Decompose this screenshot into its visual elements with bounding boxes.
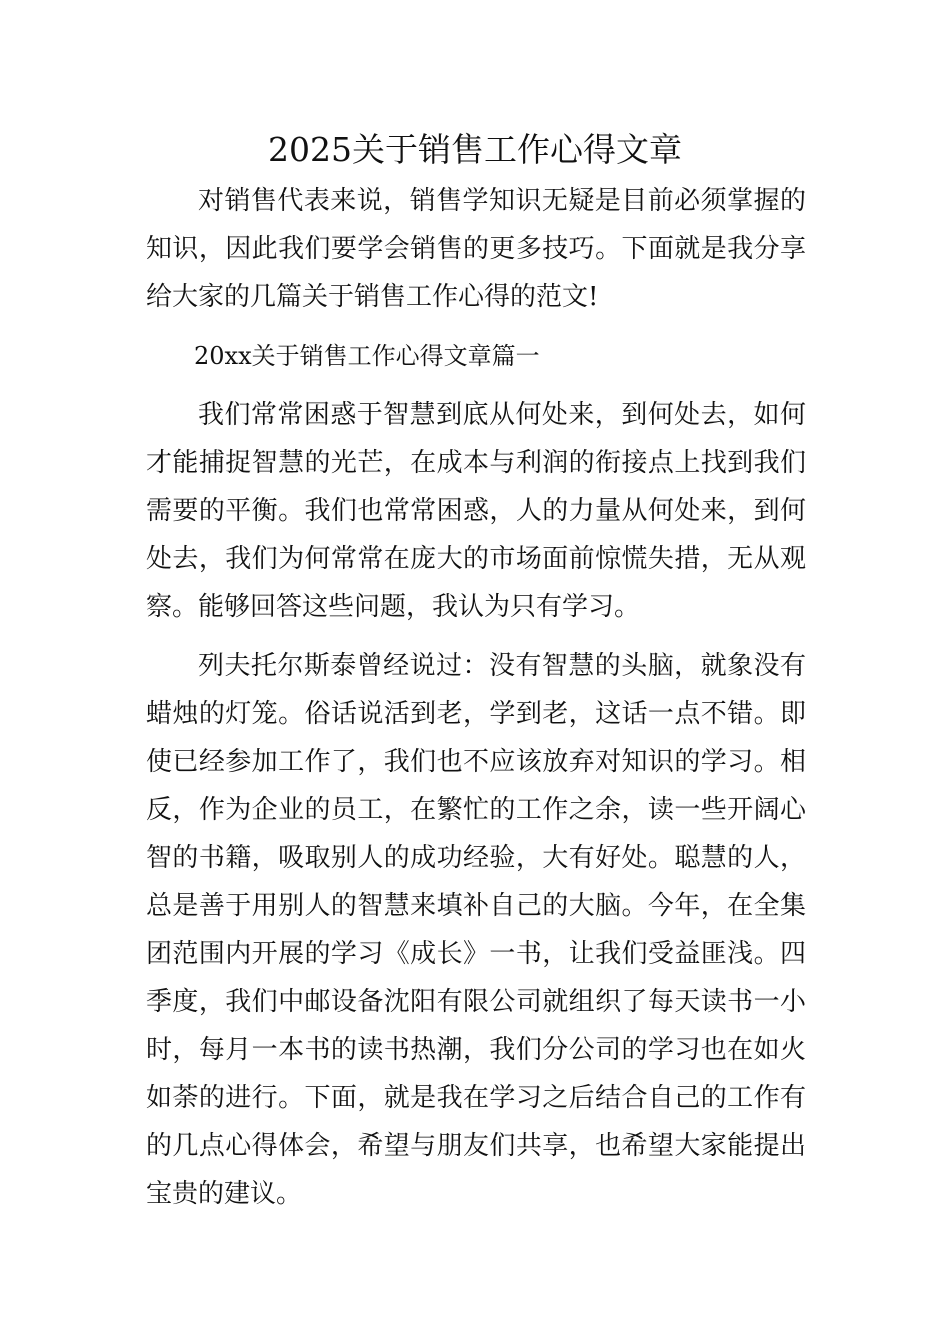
intro-paragraph: 对销售代表来说，销售学知识无疑是目前必须掌握的知识，因此我们要学会销售的更多技巧。下面就是我分享给大家的几篇关于销售工作心得的范文!	[146, 186, 806, 312]
document-body	[146, 177, 806, 1218]
body-paragraph-2: 列夫托尔斯泰曾经说过：没有智慧的头脑，就象没有蜡烛的灯笼。俗话说活到老，学到老，这话一点不错。即使已经参加工作了，我们也不应该放弃对知识的学习。相反，作为企业的员工，在繁忙的工作之余，读一些开阔心智的书籍，吸取别人的成功经验，大有好处。聪慧的人，总是善于用别人的智慧来填补自己的大脑。今年，在全集团范围内开展的学习《成长》一书，让我们受益匪浅。四季度，我们中邮设备沈阳有限公司就组织了每天读书一小时，每月一本书的读书热潮，我们分公司的学习也在如火如荼的进行。下面，就是我在学习之后结合自己的工作有的几点心得体会，希望与朋友们共享，也希望大家能提出宝贵的建议。	[146, 651, 806, 1209]
document-title: 2025关于销售工作心得文章	[268, 130, 682, 169]
section-heading: 20xx关于销售工作心得文章篇一	[194, 342, 540, 370]
body-paragraph-1: 我们常常困惑于智慧到底从何处来，到何处去，如何才能捕捉智慧的光芒，在成本与利润的衔接点上找到我们需要的平衡。我们也常常困惑，人的力量从何处来，到何处去，我们为何常常在庞大的市场面前惊慌失措，无从观察。能够回答这些问题，我认为只有学习。	[146, 400, 806, 622]
